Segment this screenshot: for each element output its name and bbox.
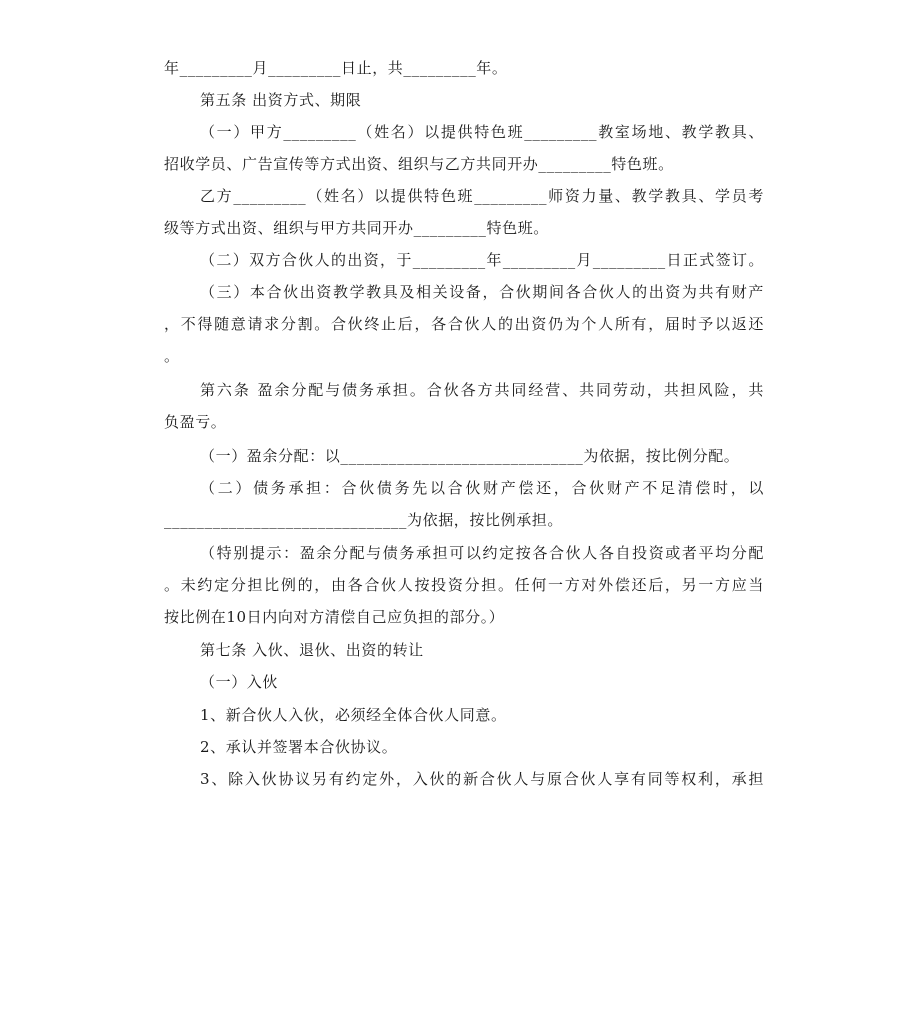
list-item: 1、新合伙人入伙，必须经全体合伙人同意。	[200, 706, 507, 724]
paragraph-line: （一）盈余分配：以______________________________为依据，按比例分配。	[200, 447, 740, 465]
paragraph-line: （二）双方合伙人的出资，于_________年_________月_________日正式签订。	[200, 251, 764, 269]
paragraph-line: （三）本合伙出资教学教具及相关设备，合伙期间各合伙人的出资为共有财产	[200, 283, 764, 301]
section-heading: 第五条 出资方式、期限	[200, 91, 362, 109]
paragraph-line: 负盈亏。	[164, 413, 227, 431]
note-line: 。未约定分担比例的，由各合伙人按投资分担。任何一方对外偿还后，另一方应当	[164, 576, 764, 594]
paragraph-line: ，不得随意请求分割。合伙终止后，各合伙人的出资仍为个人所有，届时予以返还	[164, 315, 764, 333]
section-heading: 第六条 盈余分配与债务承担。合伙各方共同经营、共同劳动，共担风险，共	[200, 381, 764, 399]
paragraph-line: 。	[164, 347, 180, 365]
paragraph-line: ______________________________为依据，按比例承担。	[164, 511, 564, 529]
note-line: 按比例在10日内向对方清偿自己应负担的部分。）	[164, 608, 505, 626]
paragraph-line: 级等方式出资、组织与甲方共同开办_________特色班。	[164, 219, 549, 237]
paragraph-line: （一）甲方_________（姓名）以提供特色班_________教室场地、教学教具、	[200, 123, 764, 141]
text-line: 年_________月_________日止，共_________年。	[164, 59, 508, 77]
paragraph-line: 招收学员、广告宣传等方式出资、组织与乙方共同开办_________特色班。	[164, 155, 674, 173]
paragraph-line: 乙方_________（姓名）以提供特色班_________师资力量、教学教具、学员考	[200, 187, 764, 205]
section-heading: 第七条 入伙、退伙、出资的转让	[200, 641, 424, 659]
subsection-heading: （一）入伙	[200, 673, 279, 691]
note-line: （特别提示：盈余分配与债务承担可以约定按各合伙人各自投资或者平均分配	[200, 544, 764, 562]
paragraph-line: （二）债务承担：合伙债务先以合伙财产偿还，合伙财产不足清偿时，以	[200, 479, 764, 497]
list-item: 3、除入伙协议另有约定外，入伙的新合伙人与原合伙人享有同等权利，承担	[200, 770, 764, 788]
list-item: 2、承认并签署本合伙协议。	[200, 738, 398, 756]
